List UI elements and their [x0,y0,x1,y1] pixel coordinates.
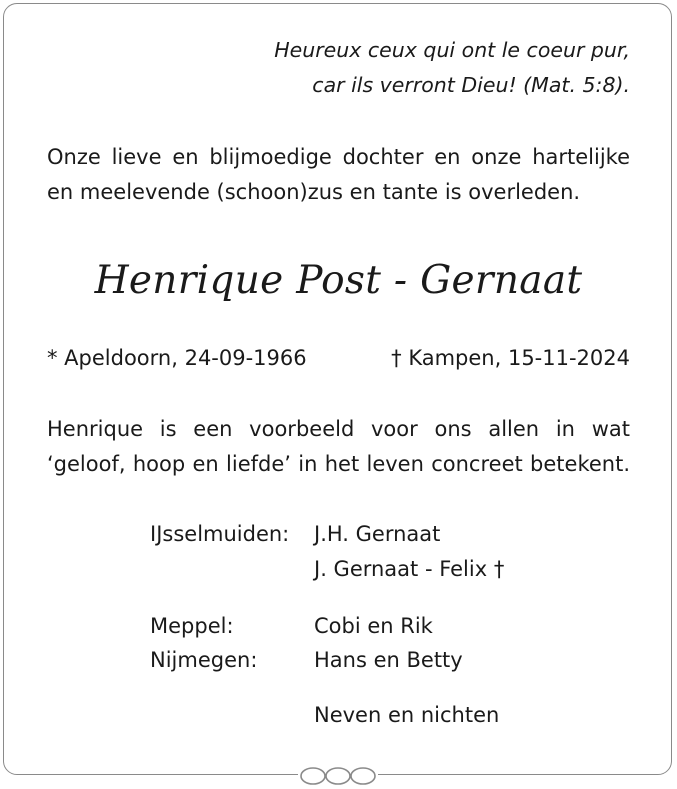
infinity-ornament-icon [298,763,378,789]
birth-info: * Apeldoorn, 24-09-1966 [47,346,307,370]
quote-line-1: Heureux ceux qui ont le coeur pur, [274,38,630,62]
intro-line-2: en meelevende (schoon)zus en tante is overleden. [47,180,581,204]
deceased-name: Henrique Post - Gernaat [94,258,583,303]
family-names: J. Gernaat - Felix † [314,557,505,581]
family-names: Neven en nichten [314,703,500,727]
family-names: J.H. Gernaat [314,522,441,546]
family-names: Cobi en Rik [314,614,433,638]
death-info: † Kampen, 15-11-2024 [391,346,630,370]
family-place: Meppel: [150,614,234,638]
family-place: IJsselmuiden: [150,522,290,546]
tribute-line-1: Henrique is een voorbeeld voor ons allen in wat [47,417,630,441]
intro-line-1: Onze lieve en blijmoedige dochter en onze hartelijke [47,145,630,169]
family-place: Nijmegen: [150,648,258,672]
tribute-line-2: ‘geloof, hoop en liefde’ in het leven concreet betekent. [47,452,630,476]
family-names: Hans en Betty [314,648,463,672]
quote-line-2: car ils verront Dieu! (Mat. 5:8). [312,73,630,97]
